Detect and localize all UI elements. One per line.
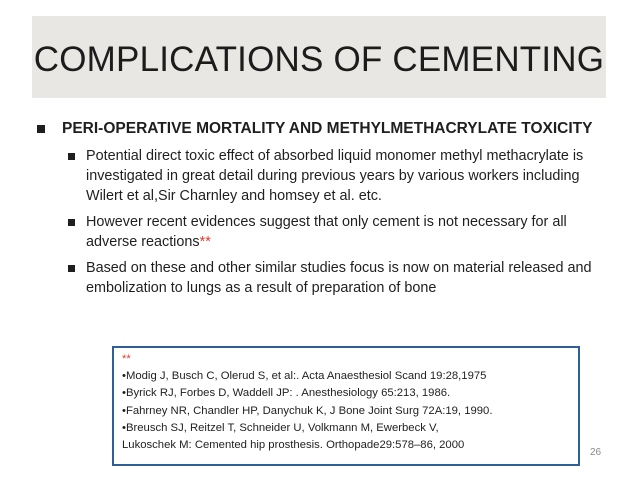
section-heading: PERI-OPERATIVE MORTALITY AND METHYLMETHACRYLATE TOXICITY — [62, 120, 593, 137]
reference-line-2: •Byrick RJ, Forbes D, Waddell JP: . Anesthesiology 65:213, 1986. — [122, 387, 451, 400]
point-text-3: Based on these and other similar studies focus is now on material released and embolization to lungs as a result of preparation of bone — [86, 260, 592, 296]
reference-line-5: Lukoschek M: Cemented hip prosthesis. Orthopade29:578–86, 2000 — [122, 439, 465, 452]
sub-bullet-3 — [32, 258, 606, 298]
page-number: 26 — [590, 447, 602, 458]
square-bullet-icon — [68, 153, 75, 160]
reference-line-1: •Modig J, Busch C, Olerud S, et al:. Acta Anaesthesiol Scand 19:28,1975 — [122, 370, 487, 383]
square-bullet-icon — [68, 219, 75, 226]
sub-bullet-1 — [32, 146, 606, 206]
reference-line-3: •Fahrney NR, Chandler HP, Danychuk K, J Bone Joint Surg 72A:19, 1990. — [122, 404, 493, 417]
references-marker: ** — [122, 353, 131, 365]
point-text-1: Potential direct toxic effect of absorbed liquid monomer methyl methacrylate is investigated in great detail during previous years by various workers including Wilert et al,Sir Charnley and homsey et al. etc. — [86, 148, 584, 204]
sub-bullet-2 — [32, 212, 606, 252]
slide-title: COMPLICATIONS OF CEMENTING — [33, 40, 605, 79]
title-band — [32, 16, 606, 98]
point-text-2: However recent evidences suggest that only cement is not necessary for all adverse reactions — [86, 214, 567, 250]
references-box — [112, 346, 580, 466]
reference-line-4: •Breusch SJ, Reitzel T, Schneider U, Volkmann M, Ewerbeck V, — [122, 421, 439, 434]
main-bullet — [32, 118, 606, 140]
square-bullet-icon — [37, 125, 45, 133]
square-bullet-icon — [68, 265, 75, 272]
reference-marker: ** — [199, 234, 211, 250]
slide-content — [32, 118, 606, 298]
